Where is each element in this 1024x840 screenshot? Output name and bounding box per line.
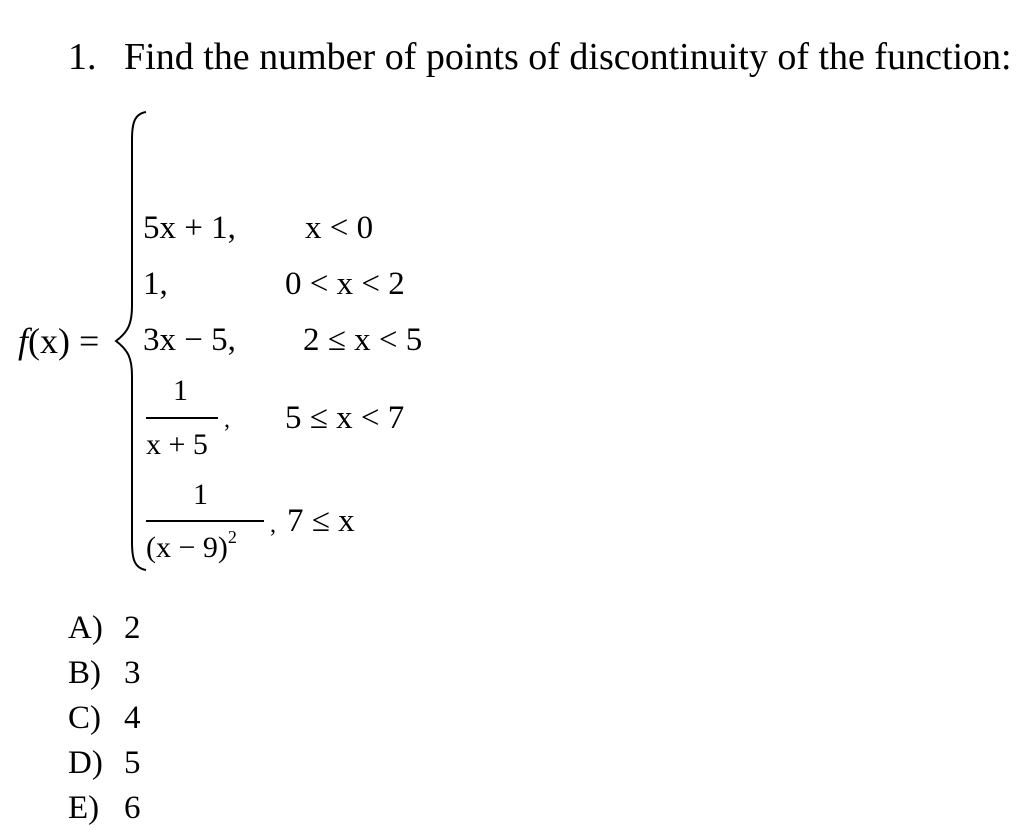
piece-5-denominator-base: (x − 9) <box>146 531 228 564</box>
piece-5-exponent: 2 <box>227 527 237 547</box>
option-a-value: 2 <box>124 610 141 646</box>
function-lhs <box>18 323 99 359</box>
question-text: Find the number of points of discontinuity of the function: <box>124 36 1012 78</box>
piece-5-denominator <box>146 527 237 564</box>
piece-4-comma: , <box>224 407 230 433</box>
function-argument: (x) <box>28 321 70 361</box>
equals-sign: = <box>79 321 100 361</box>
option-a-letter: A) <box>68 610 103 646</box>
question-number: 1. <box>68 36 97 78</box>
option-b-value: 3 <box>124 655 141 691</box>
option-d-letter: D) <box>68 745 103 781</box>
piece-5-fraction-bar <box>146 520 264 522</box>
piece-1-expression: 5x + 1, <box>143 210 236 246</box>
piece-4-fraction-bar <box>146 417 218 419</box>
option-d-value: 5 <box>124 745 141 781</box>
piece-1-condition: x < 0 <box>305 210 374 246</box>
piece-2-expression: 1, <box>143 266 168 302</box>
option-b-letter: B) <box>68 655 101 691</box>
piece-5-condition: 7 ≤ x <box>287 503 355 539</box>
piece-4-condition: 5 ≤ x < 7 <box>285 400 405 436</box>
option-e-value: 6 <box>124 790 141 826</box>
piece-4-denominator: x + 5 <box>146 428 208 461</box>
function-name: f <box>18 321 29 361</box>
option-c-letter: C) <box>68 700 101 736</box>
piece-3-expression: 3x − 5, <box>143 322 236 358</box>
option-e-letter: E) <box>68 790 100 826</box>
piece-3-condition: 2 ≤ x < 5 <box>303 322 423 358</box>
piece-4-numerator: 1 <box>173 374 188 407</box>
option-c-value: 4 <box>124 700 141 736</box>
piece-2-condition: 0 < x < 2 <box>285 266 405 302</box>
piece-5-numerator: 1 <box>193 478 208 511</box>
piece-5-comma: , <box>270 512 276 538</box>
